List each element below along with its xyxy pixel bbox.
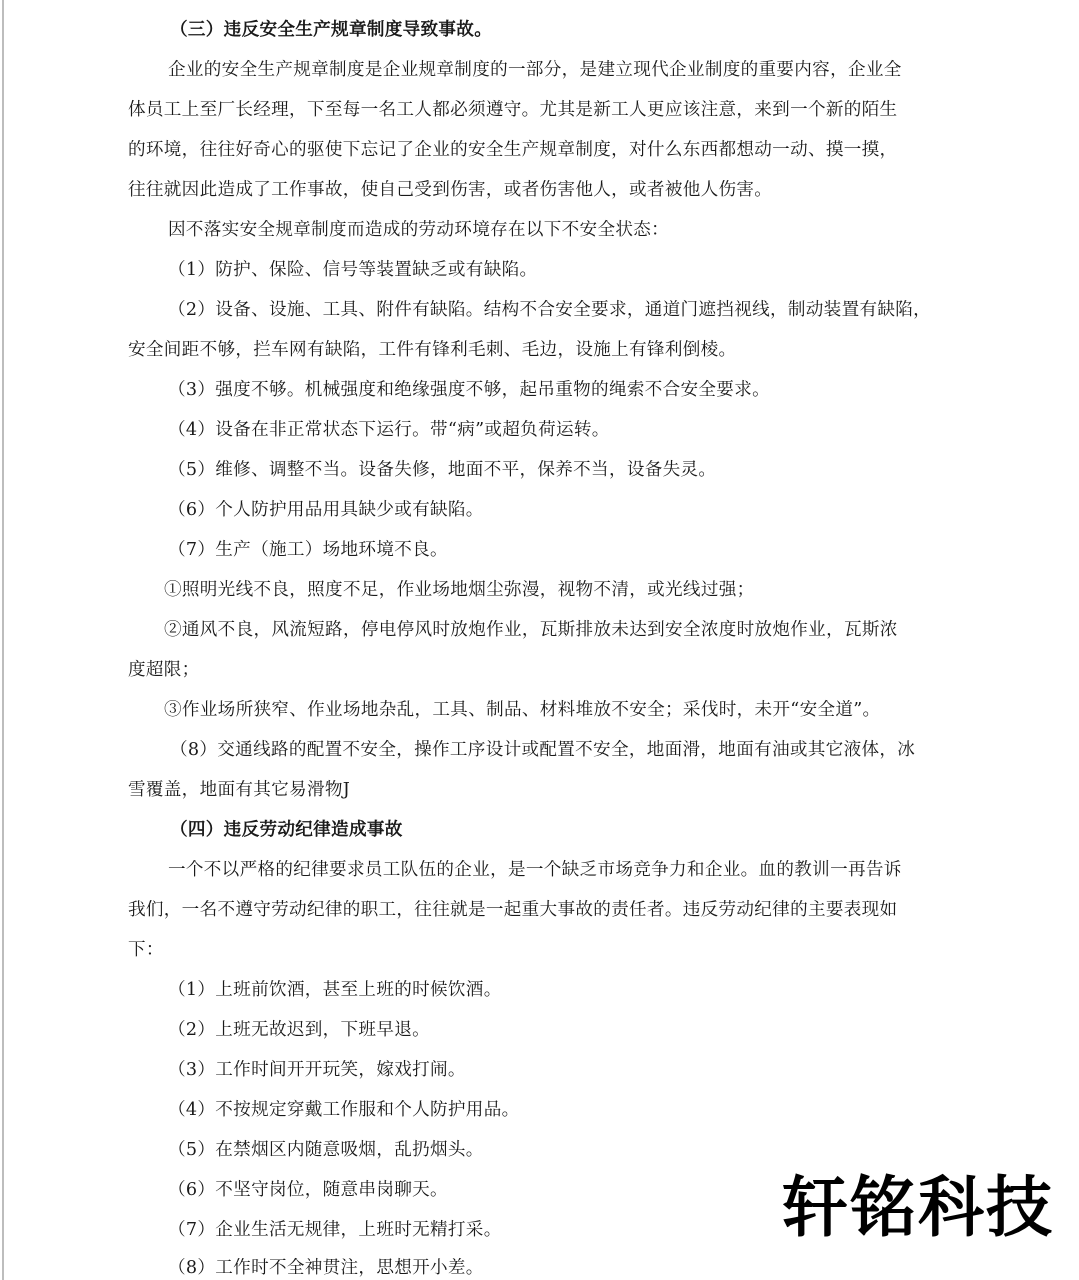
section-heading-3: （三）违反安全生产规章制度导致事故。 [170,20,493,40]
paragraph-line: 企业的安全生产规章制度是企业规章制度的一部分，是建立现代企业制度的重要内容，企业全 [168,60,902,80]
paragraph-line: 下： [128,940,164,960]
sub-item-continuation: 度超限； [128,660,200,680]
list-item: （7）生产（施工）场地环境不良。 [168,540,448,560]
list-item: （4）设备在非正常状态下运行。带“病”或超负荷运转。 [168,420,610,440]
sub-item: ①照明光线不良，照度不足，作业场地烟尘弥漫，视物不清，或光线过强； [164,580,755,600]
paragraph-line: 我们，一名不遵守劳动纪律的职工，往往就是一起重大事故的责任者。违反劳动纪律的主要表现如 [128,900,898,920]
list-item: （6）不坚守岗位，随意串岗聊天。 [168,1180,448,1200]
section-heading-4: （四）违反劳动纪律造成事故 [170,820,403,840]
list-item: （2）上班无故迟到，下班早退。 [168,1020,431,1040]
list-item: （7）企业生活无规律，上班时无精打采。 [168,1220,502,1240]
watermark-logo: 轩铭科技 [782,1169,1054,1246]
list-item: （3）强度不够。机械强度和绝缘强度不够，起吊重物的绳索不合安全要求。 [168,380,770,400]
intro-line: 因不落实安全规章制度而造成的劳动环境存在以下不安全状态： [168,220,670,240]
list-item: （5）维修、调整不当。设备失修，地面不平，保养不当，设备失灵。 [168,460,717,480]
list-item: （3）工作时间开开玩笑，嫁戏打闹。 [168,1060,466,1080]
list-item-continuation: 安全间距不够，拦车网有缺陷，工件有锋利毛刺、毛边，设施上有锋利倒棱。 [128,340,737,360]
sub-item: ③作业场所狭窄、作业场地杂乱，工具、制品、材料堆放不安全；采伐时，未开“安全道”。 [164,700,881,720]
list-item: （1）上班前饮酒，甚至上班的时候饮酒。 [168,980,502,1000]
paragraph-line: 往往就因此造成了工作事故，使自己受到伤害，或者伤害他人，或者被他人伤害。 [128,180,773,200]
list-item: （2）设备、设施、工具、附件有缺陷。结构不合安全要求，通道门遮挡视线，制动装置有缺陷， [168,300,932,320]
sub-item: ②通风不良，风流短路，停电停风时放炮作业，瓦斯排放未达到安全浓度时放炮作业，瓦斯浓 [164,620,898,640]
list-item-continuation: 雪覆盖，地面有其它易滑物J [128,780,351,800]
paragraph-line: 一个不以严格的纪律要求员工队伍的企业，是一个缺乏市场竞争力和企业。血的教训一再告诉 [168,860,902,880]
paragraph-line: 体员工上至厂长经理，下至每一名工人都必须遵守。尤其是新工人更应该注意，来到一个新的陌生 [128,100,898,120]
list-item: （1）防护、保险、信号等装置缺乏或有缺陷。 [168,260,538,280]
list-item: （5）在禁烟区内随意吸烟，乱扔烟头。 [168,1140,484,1160]
list-item: （8）工作时不全神贯注，思想开小差。 [168,1258,484,1278]
paragraph-line: 的环境，往往好奇心的驱使下忘记了企业的安全生产规章制度，对什么东西都想动一动、摸一摸， [128,140,898,160]
page-left-border [2,0,4,1280]
list-item: （8）交通线路的配置不安全，操作工序设计或配置不安全，地面滑，地面有油或其它液体，冰 [170,740,916,760]
list-item: （4）不按规定穿戴工作服和个人防护用品。 [168,1100,520,1120]
list-item: （6）个人防护用品用具缺少或有缺陷。 [168,500,484,520]
